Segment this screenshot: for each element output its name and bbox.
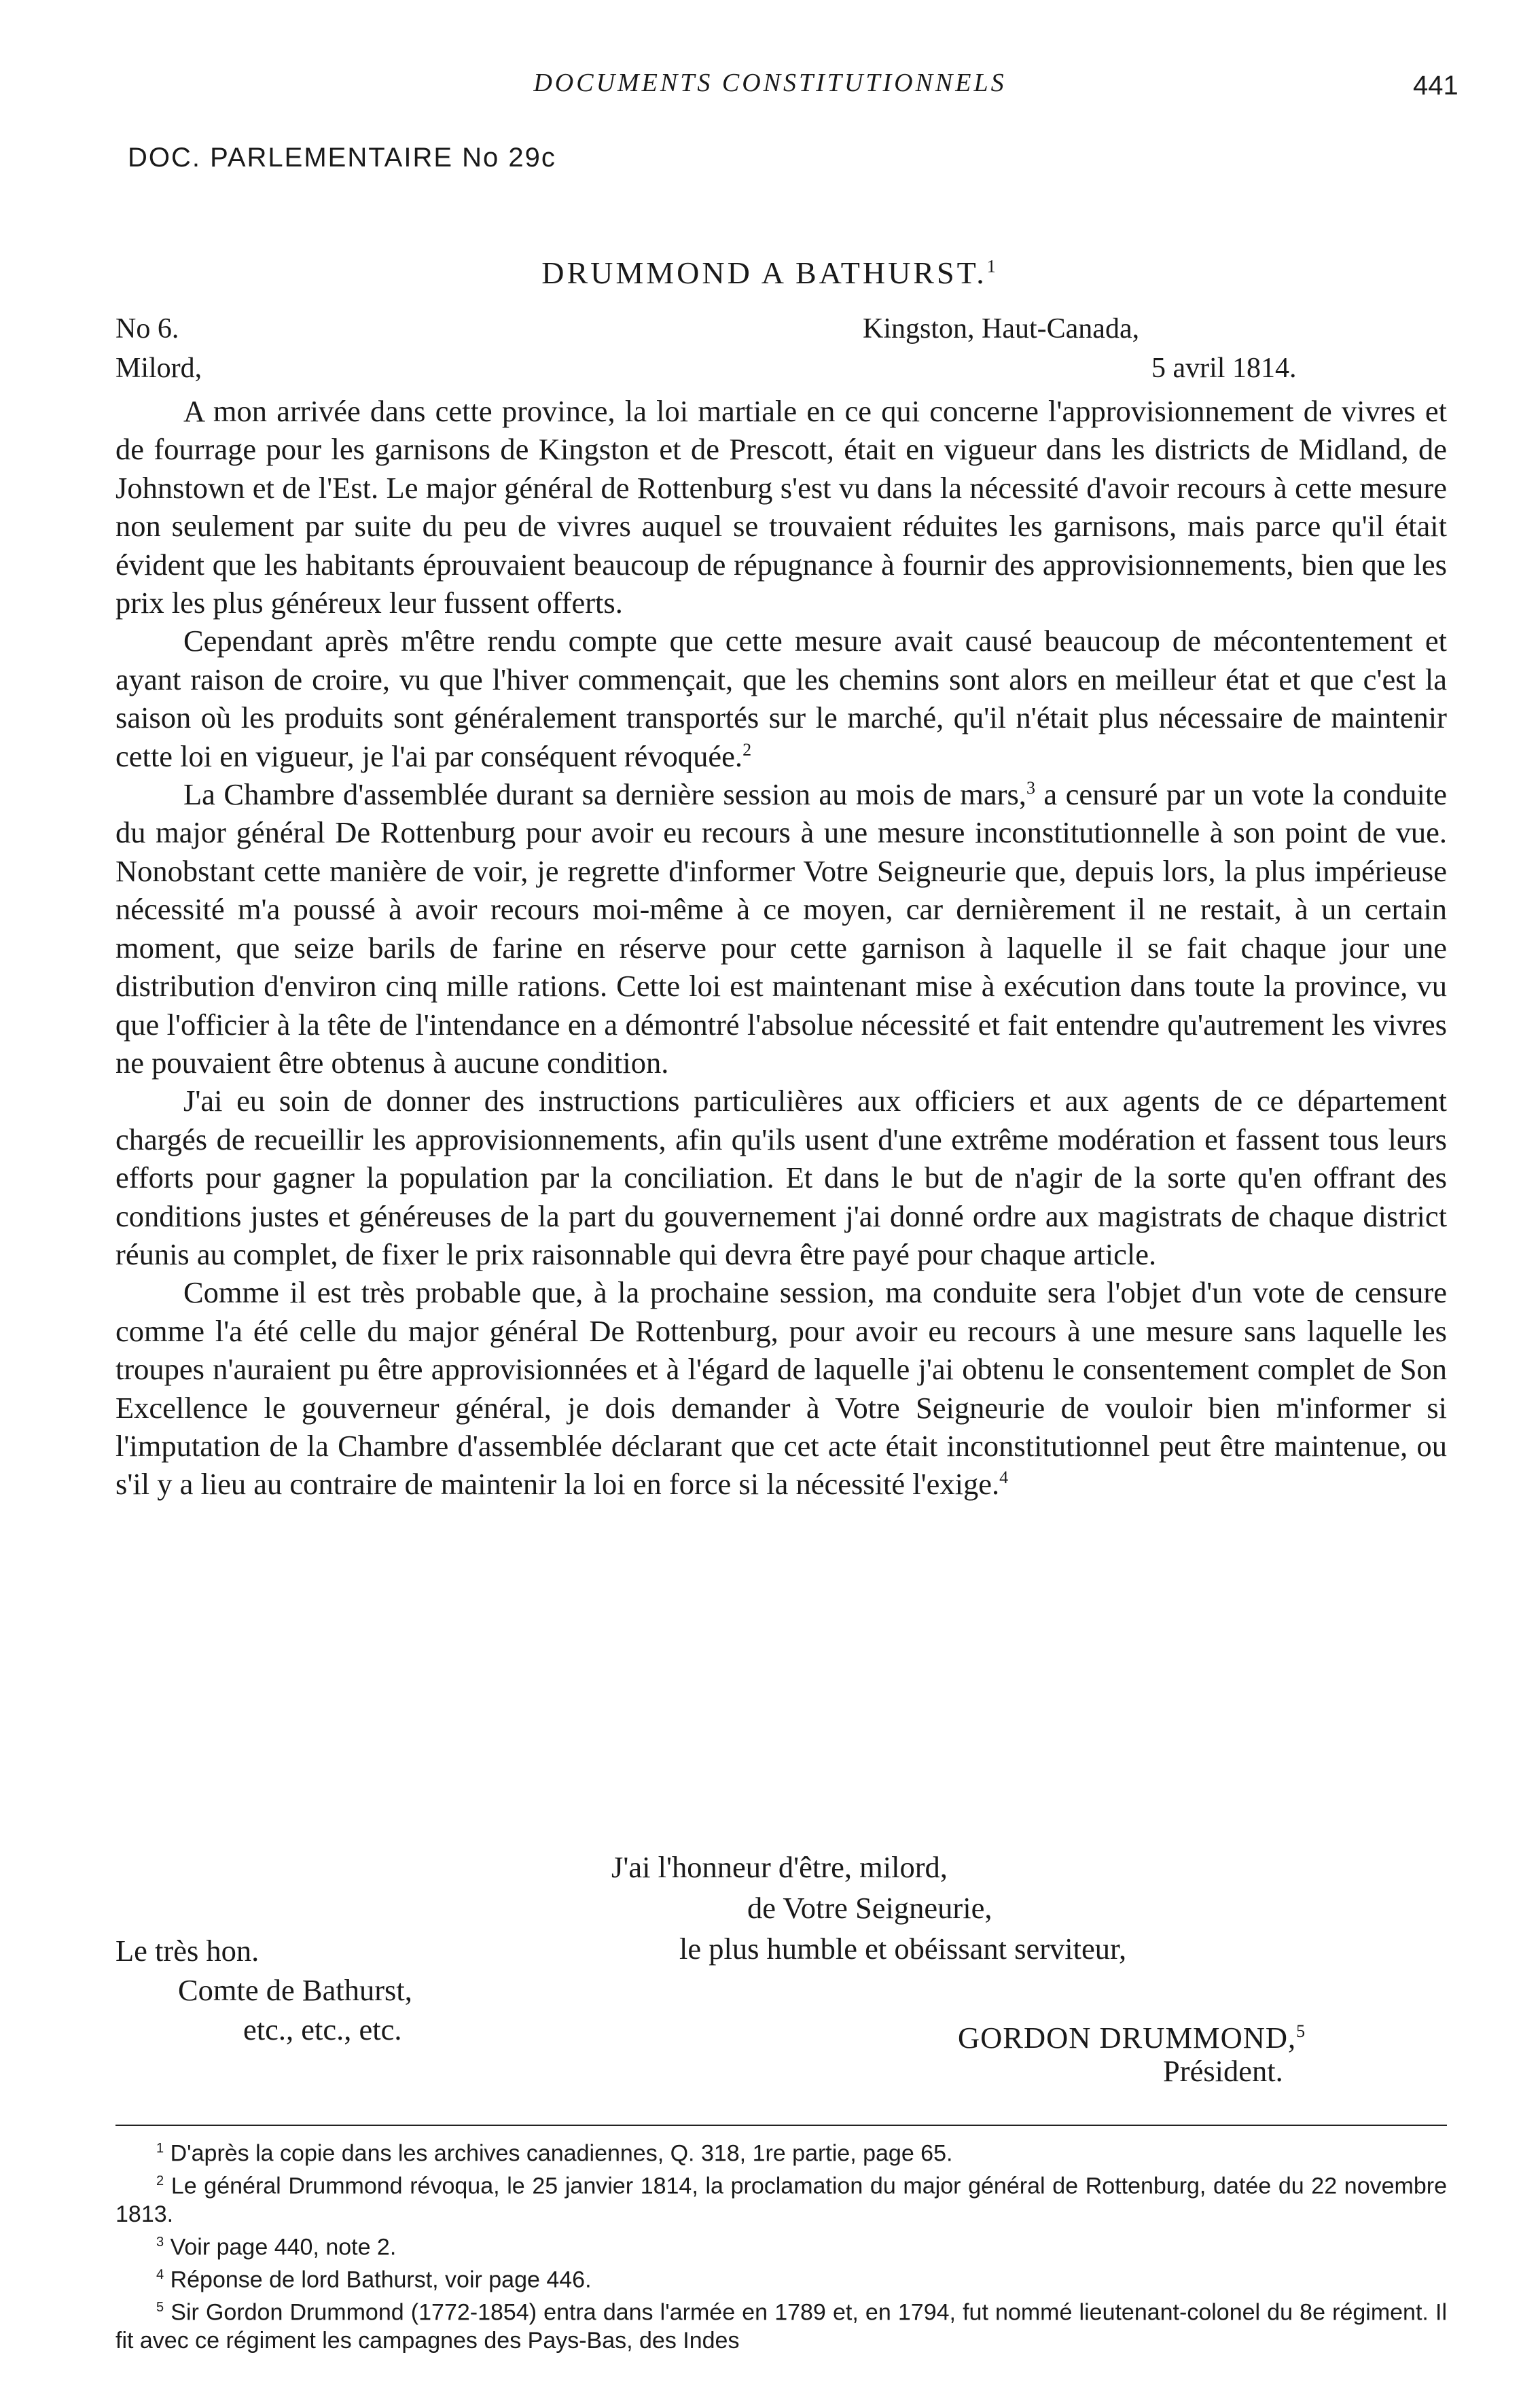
paragraph	[115, 392, 1447, 622]
paragraph-text: J'ai eu soin de donner des instructions particulières aux officiers et aux agents de ce département chargés de recueillir les approvisionnements, afin qu'ils usent d'une extrême modération et fassent tous leurs efforts pour gagner la population par la conciliation. Et dans le but de n'agir de la sorte qu'en offrant des conditions justes et généreuses de la part du gouvernement j'ai donné ordre aux magistrats de chaque district réunis au complet, de fixer le prix raisonnable qui devra être payé pour chaque article.	[115, 1084, 1447, 1271]
footnote-ref: 4	[999, 1468, 1009, 1488]
closing-line-3: le plus humble et obéissant serviteur,	[679, 1932, 1127, 1966]
footnote-mark: 5	[156, 2300, 164, 2316]
footnotes	[115, 2135, 1447, 2355]
footnote	[115, 2294, 1447, 2354]
paragraph	[115, 622, 1447, 775]
footnote-text: Le général Drummond révoqua, le 25 janvier 1814, la proclamation du major général de Rottenburg, datée du 22 novembre 1813.	[115, 2173, 1447, 2227]
footnote-separator	[115, 2125, 1447, 2126]
footnote-ref: 2	[742, 739, 752, 760]
footnote-mark: 4	[156, 2267, 164, 2282]
page-number: 441	[1413, 71, 1458, 101]
paragraph-text: La Chambre d'assemblée durant sa dernière session au mois de mars,	[183, 777, 1026, 812]
letter-title	[0, 255, 1540, 291]
footnote	[115, 2261, 1447, 2294]
closing-line-1: J'ai l'honneur d'être, milord,	[611, 1850, 948, 1884]
paragraph-text: a censuré par un vote la conduite du major général De Rottenburg pour avoir eu recours à une mesure inconstitutionnelle à son point de vue. Nonobstant cette manière de voir, je regrette d'informer Votre Seigneurie que, depuis lors, la plus impérieuse nécessité m'a poussé à avoir recours moi-même à ce moyen, car dernièrement il ne restait, à un certain moment, que seize barils de farine en réserve pour cette garnison à laquelle il se fait chaque jour une distribution d'environ cinq mille rations. Cette loi est maintenant mise à exécution dans toute la province, vu que l'officier à la tête de l'intendance en a démontré l'absolue nécessité et fait entendre qu'autrement les vivres ne pouvaient être obtenus à aucune condition.	[115, 777, 1448, 1080]
paragraph	[115, 1273, 1447, 1503]
paragraph	[115, 775, 1447, 1082]
letter-title-text: DRUMMOND A BATHURST.	[541, 255, 987, 290]
footnote	[115, 2135, 1447, 2167]
signature-name-text: GORDON DRUMMOND,	[958, 2020, 1297, 2055]
footnote-mark: 3	[156, 2234, 164, 2250]
addressee-line-2: Comte de Bathurst,	[178, 1973, 412, 2007]
letter-date: 5 avril 1814.	[1151, 353, 1297, 384]
footnote-text: D'après la copie dans les archives canadiennes, Q. 318, 1re partie, page 65.	[170, 2140, 953, 2167]
footnote-mark: 1	[156, 2141, 164, 2156]
addressee-line-1: Le très hon.	[115, 1934, 259, 1968]
paragraph-text: A mon arrivée dans cette province, la loi martiale en ce qui concerne l'approvisionnement de vivres et de fourrage pour les garnisons de Kingston et de Prescott, était en vigueur dans les districts de Midland, de Johnstown et de l'Est. Le major général de Rottenburg s'est vu dans la nécessité d'avoir recours à cette mesure non seulement par suite du peu de vivres auquel se trouvaient réduites les garnisons, mais parce qu'il était évident que les habitants éprouvaient beaucoup de répugnance à fournir des approvisionnements, bien que les prix les plus généreux leur fussent offerts.	[115, 394, 1447, 620]
footnote-text: Réponse de lord Bathurst, voir page 446.	[170, 2267, 592, 2293]
footnote-ref: 5	[1296, 2021, 1306, 2041]
signature-title: Président.	[1163, 2054, 1283, 2088]
letter-place: Kingston, Haut-Canada,	[863, 313, 1140, 344]
letter-number: No 6.	[115, 313, 179, 344]
paragraph-text: Comme il est très probable que, à la prochaine session, ma conduite sera l'objet d'un vote de censure comme l'a été celle du major général De Rottenburg, pour avoir eu recours à une mesure sans laquelle les troupes n'auraient pu être approvisionnées et à l'égard de laquelle j'ai obtenu le consentement complet de Son Excellence le gouverneur général, je dois demander à Votre Seigneurie de vouloir bien m'informer si l'imputation de la Chambre d'assemblée déclarant que cet acte était inconstitutionnel peut être maintenue, ou s'il y a lieu au contraire de maintenir la loi en force si la nécessité l'exige.	[115, 1275, 1447, 1502]
paragraph-text: Cependant après m'être rendu compte que cette mesure avait causé beaucoup de mécontentement et ayant raison de croire, vu que l'hiver commençait, que les chemins sont alors en meilleur état et que c'est la saison où les produits sont généralement transportés sur le marché, qu'il n'était plus nécessaire de maintenir cette loi en vigueur, je l'ai par conséquent révoquée.	[115, 624, 1447, 773]
footnote-mark: 2	[156, 2174, 164, 2189]
footnote-text: Voir page 440, note 2.	[170, 2233, 397, 2260]
footnote	[115, 2229, 1447, 2261]
closing-line-2: de Votre Seigneurie,	[747, 1891, 992, 1925]
running-head: DOCUMENTS CONSTITUTIONNELS	[533, 69, 1007, 97]
salutation: Milord,	[115, 353, 202, 384]
footnote-ref: 3	[1026, 778, 1035, 798]
footnote-text: Sir Gordon Drummond (1772-1854) entra dans l'armée en 1789 et, en 1794, fut nommé lieutenant-colonel du 8e régiment. Il fit avec ce régiment les campagnes des Pays-Bas, des Indes	[115, 2299, 1447, 2354]
signature-name	[958, 2012, 1306, 2057]
paragraph	[115, 1082, 1447, 1273]
letter-title-footnote-ref: 1	[986, 256, 999, 277]
footnote	[115, 2167, 1447, 2228]
document-reference: DOC. PARLEMENTAIRE No 29c	[128, 143, 556, 173]
letter-body	[115, 392, 1447, 1504]
addressee-line-3: etc., etc., etc.	[243, 2012, 402, 2046]
